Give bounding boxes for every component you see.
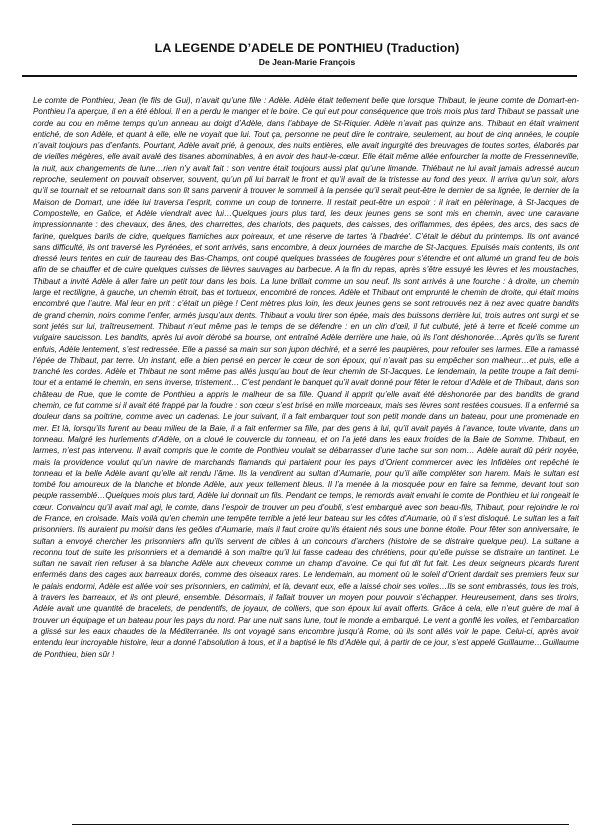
author-line: De Jean-Marie François [258,57,356,67]
footer-divider [72,824,569,825]
title-divider [22,75,577,77]
story-body: Le comte de Ponthieu, Jean (le fils de Gui), n’avait qu’une fille : Adèle. Adèle était tellement belle que lorsque Thibaut, le jeune comte de Domart-en-Ponthieu l’a aperçue, il en a été ébloui. Il en a perdu le manger et le boire. Ce qui eut pour conséquence que trois mois plus tard Thibaut se passait une corde au cou en même temps qu’un anneau au doigt d’Adèle, dans l’abbaye de St-Riquier. Adèle n’avait pas quinze ans. Thibaut en était vraiment entiché, de son Adèle, et quant à elle, elle ne voyait que lui. Tout ça, personne ne peut dire le contraire, seulement, au bout de cinq années, le couple n’avait toujours pas d’enfants. Pourtant, Adèle avait prié, à genoux, des nuits entières, elle avait ingurgité des breuvages de toutes sortes, élaborés par de vieilles mégères, elle avait avalé des tisanes abominables, à en avoir des haut-le-cœur. Elle était même allée enfourcher la motte de Fressenneville, la nuit, aux changements de lune…rien n’y avait fait : son ventre était toujours aussi plat qu’une limande. Thiébaut ne lui avait jamais adressé aucun reproche, seulement on pouvait observer, souvent, qu’un pli lui barrait le front et qu’il avait de la tristesse au fond des yeux. Il arriva qu’un soir, alors qu’il se tournait et se retournait dans son lit sans parvenir à trouver le sommeil à la pensée qu’il serait peut-être le dernier de sa lignée, le dernier de la Maison de Domart, une idée lui traversa l’esprit, comme un coup de tonnerre. Il restait peut-être un espoir : il irait en pèlerinage, à St-Jacques de Compostelle, en Galice, et Adèle viendrait avec lui…Quelques jours plus tard, les deux jeunes gens se sont mis en chemin, avec une caravane impressionnante : des chevaux, des ânes, des charrettes, des chariots, des paquets, des caisses, des oriflammes, des épées, des arcs, des sacs de farine, quelques barils de cidre, quelques flamiches aux poireaux, et une réserve de tartes 'à l’badrée'. C’était le début du printemps. Ils ont avancé sans difficulté, ils ont traversé les Pyrénées, et sont arrivés, sans encombre, à deux journées de marche de St-Jacques. Epuisés mais contents, ils ont dressé leurs tentes en cuir de taureau des Bas-Champs, ont coupé quelques brassées de fougères pour s’étendre et ont allumé un grand feu de bois afin de se chauffer et de cuire quelques cuisses de lièvres sauvages au barbecue. A la fin du repas, après s’être essuyé les lèvres et les moustaches, Thibaut a invité Adèle à aller faire un petit tour dans les bois. La lune brillait comme un sou neuf. Ils sont arrivés à une fourche : à droite, un chemin large et rectiligne, à gauche, un chemin étroit, bas et tortueux, encombré de ronces. Adèle et Thibaut ont emprunté le chemin de droite, qui était moins encombré que l’autre. Mal leur en prit : c’était un piège ! Cent mètres plus loin, les deux jeunes gens se sont retrouvés nez à nez avec quatre bandits de grand chemin, noirs comme l’enfer, armés jusqu’aux dents. Thibaut a voulu tirer son épée, mais des buissons derrière lui, trois autres ont surgi et se sont jetés sur lui, traîtreusement. Thibaut n’eut même pas le temps de se défendre : en un clin d’œil, il fut culbuté, jeté à terre et ficelé comme un vulgaire saucisson. Les bandits, après lui avoir dérobé sa bourse, ont entraîné Adèle derrière une haie, où ils l’ont déshonorée…Après qu’ils se furent enfuis, Adèle lentement, s’est redressée. Elle a passé sa main sur son jupon déchiré, et a serré les paupières, pour refouler ses larmes. Elle a ramassé l’épée de Thibaut, par terre. Un instant, elle a bien pensé en percer le cœur de son époux, qui n’avait pas su empêcher son malheur…et puis, elle a tranché les cordes. Adèle et Thibaut ne sont même pas allés jusqu’au bout de leur chemin de St-Jacques. Le lendemain, la petite troupe a fait demi-tour et a entamé le chemin, en sens inverse, tristement… C’est pendant le banquet qu’il avait donné pour fêter le retour d’Adèle et de Thibaut, dans son château de Rue, que le comte de Ponthieu a appris le malheur de sa fille. Quand il apprit qu’elle avait été déshonorée par des bandits de grand chemin, ce fut comme si il avait été frappé par la foudre : son cœur s’est brisé en mille morceaux, mais ses lèvres sont restées cousues. Il a enfermé sa douleur dans sa poitrine, comme avec un cadenas. Le jour suivant, il a fait embarquer tout son petit monde dans un bateau, pour une promenade en mer. Et là, lorsqu’ils furent au beau milieu de la Baie, il a fait enfermer sa fille, par des gens à lui, qu’il avait payés à l’avance, toute vivante, dans un tonneau. Malgré les hurlements d’Adèle, on a cloué le couvercle du tonneau, et on l’a jeté dans les eaux froides de la Baie de Somme. Thibaut, en larmes, n’est pas intervenu. Il avait compris que le comte de Ponthieu voulait se débarrasser d’une tache sur son nom… Adèle aurait dû périr noyée, mais la providence voulut qu’un navire de marchands flamands qui partaient pour les pays d’Orient commercer avec les Infidèles ont repêché le tonneau et la belle Adèle avant qu’elle ait rendu l’âme. Ils la vendirent au sultan d’Aumarie, pour qu’il aille compléter son harem. Mais le sultan est tombé fou amoureux de la blanche et blonde Adèle, aux yeux tellement bleus. Il l’a menée à la mosquée pour en faire sa femme, devant tout son peuple rassemblé…Quelques mois plus tard, Adèle lui donnait un fils. Pendant ce temps, le remords avait envahi le comte de Ponthieu et lui rongeait le cœur. Convaincu qu’il avait mal agi, le comte, dans l’espoir de trouver un peu d’oubli, s’est embarqué avec son beau-fils, Thibaut, pour rejoindre le roi de France, en croisade. Mais voilà qu’en chemin une tempête terrible a jeté leur bateau sur les côtes d’Aumarie, où il s’est disloqué. Le sultan les a fait prisonniers. Ils auraient pu moisir dans les geôles d’Aumarie, mais il faut croire qu’ils étaient nés sous une bonne étoile. Pour fêter son anniversaire, le sultan a envoyé chercher les prisonniers afin qu’ils servent de cibles à un concours d’archers (histoire de se distraire quelque peu). La sultane a reconnu tout de suite les prisonniers et a demandé à son maître qu’il lui fasse cadeau des chrétiens, pour qu’elle puisse se distraire un tantinet. Le sultan ne savait rien refuser à sa blanche Adèle aux cheveux comme un champ d’avoine. Ce qui fut dit fut fait. Les deux seigneurs picards furent enfermés dans des cages aux barreaux dorés, comme des oiseaux rares. Le lendemain, au moment où le soleil d’Orient dardait ses premiers feux sur le palais endormi, Adèle est allée voir ses prisonniers, en catimini, et là, devant eux, elle a laissé choir ses voiles…Ils se sont embrassés, tous les trois, à travers les barreaux, et ils ont pleuré, ensemble. Désormais, il fallait trouver un moyen pour pouvoir s’échapper. Heureusement, dans ses tiroirs, Adèle avait une quantité de bracelets, de pendentifs, de joyaux, de colliers, que son époux lui avait offerts. Grâce à cela, elle n’eut guère de mal à trouver un équipage et un bateau pour les pays du nord. Par une nuit sans lune, tout le monde a embarqué. Le vent a gonflé les voiles, et l’embarcation a glissé sur les eaux chaudes de la Méditerranée. Ils ont voyagé sans encombre jusqu’à Rome, où ils sont allés voir le pape. Celui-ci, après avoir entendu leur incroyable histoire, leur a donné l’absolution à tous, et il a baptisé le fils d’Adèle qui, à partir de ce jour, s’est appelé Guillaume…Guillaume de Ponthieu, bien sûr ! [33,96,579,659]
page-title: LA LEGENDE D’ADELE DE PONTHIEU (Traduction) [154,41,460,55]
